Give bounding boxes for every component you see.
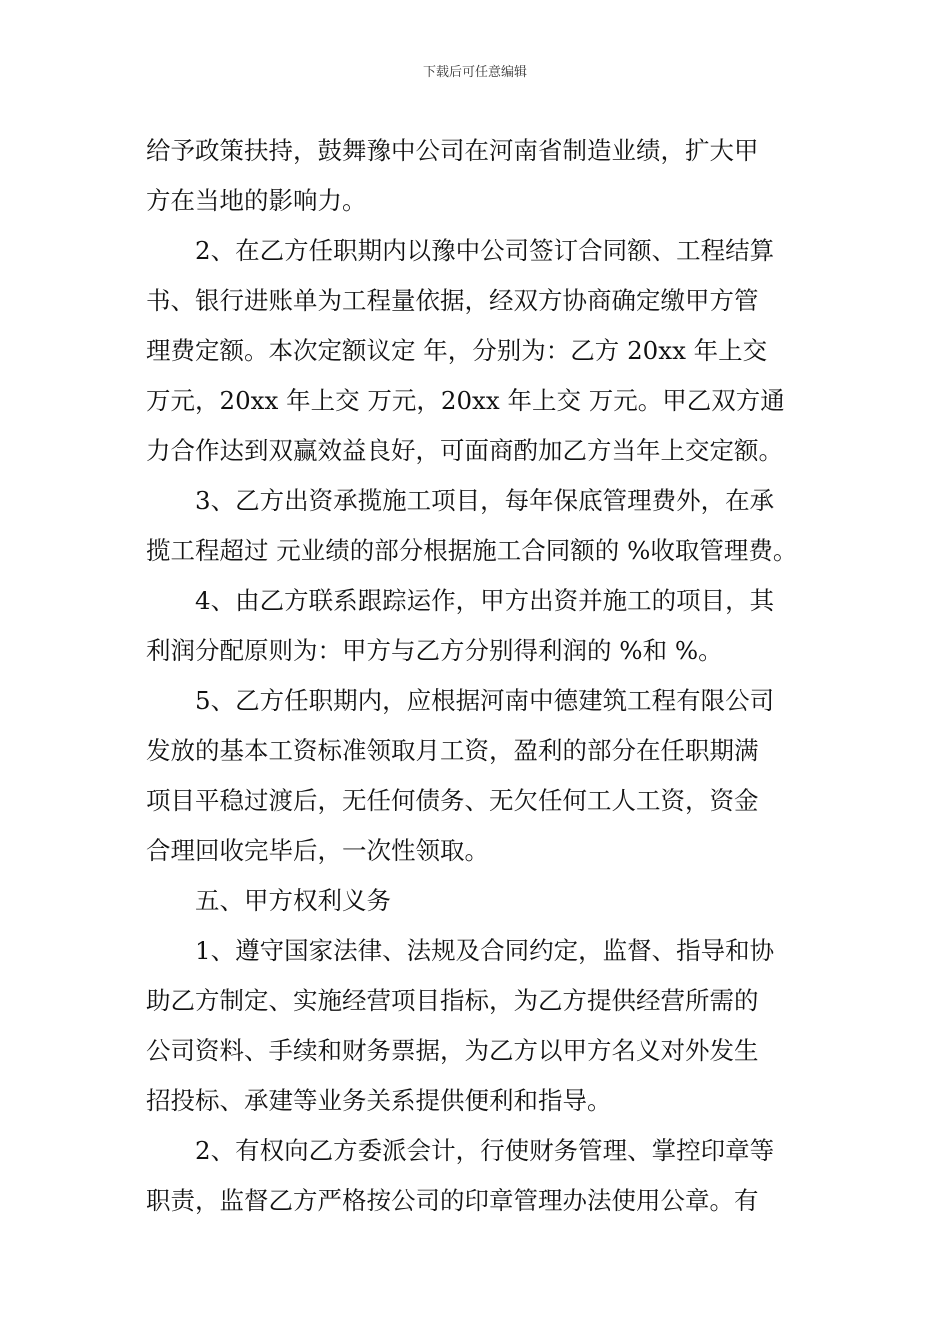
text-line: 发放的基本工资标准领取月工资，盈利的部分在任职期满: [146, 736, 759, 765]
document-body: [146, 126, 814, 1226]
text-line: 揽工程超过 元业绩的部分根据施工合同额的 %收取管理费。: [146, 536, 798, 565]
text-line: 3、乙方出资承揽施工项目，每年保底管理费外，在承: [195, 486, 775, 515]
text-line: 力合作达到双赢效益良好，可面商酌加乙方当年上交定额。: [146, 436, 783, 465]
text-line: 1、遵守国家法律、法规及合同约定，监督、指导和协: [195, 936, 775, 965]
text-line: 利润分配原则为：甲方与乙方分别得利润的 %和 %。: [146, 636, 723, 665]
text-line: 书、银行进账单为工程量依据，经双方协商确定缴甲方管: [146, 286, 759, 315]
text-line: 2、在乙方任职期内以豫中公司签订合同额、工程结算: [195, 236, 775, 265]
text-line: 公司资料、手续和财务票据，为乙方以甲方名义对外发生: [146, 1036, 759, 1065]
text-line: 4、由乙方联系跟踪运作，甲方出资并施工的项目，其: [195, 586, 775, 615]
page-header: 下载后可任意编辑: [422, 65, 527, 80]
text-line: 5、乙方任职期内，应根据河南中德建筑工程有限公司: [195, 686, 775, 715]
text-line: 招投标、承建等业务关系提供便利和指导。: [146, 1086, 612, 1115]
text-line: 职责，监督乙方严格按公司的印章管理办法使用公章。有: [146, 1186, 759, 1215]
section-heading: 五、甲方权利义务: [195, 886, 391, 915]
text-line: 方在当地的影响力。: [146, 186, 367, 215]
text-line: 2、有权向乙方委派会计，行使财务管理、掌控印章等: [195, 1136, 775, 1165]
text-line: 助乙方制定、实施经营项目指标，为乙方提供经营所需的: [146, 986, 759, 1015]
text-line: 理费定额。本次定额议定 年，分别为：乙方 20xx 年上交: [146, 336, 768, 365]
text-line: 合理回收完毕后，一次性领取。: [146, 836, 489, 865]
text-line: 给予政策扶持，鼓舞豫中公司在河南省制造业绩，扩大甲: [146, 136, 759, 165]
text-line: 万元，20xx 年上交 万元，20xx 年上交 万元。甲乙双方通: [146, 386, 785, 415]
text-line: 项目平稳过渡后，无任何债务、无欠任何工人工资，资金: [146, 786, 759, 815]
